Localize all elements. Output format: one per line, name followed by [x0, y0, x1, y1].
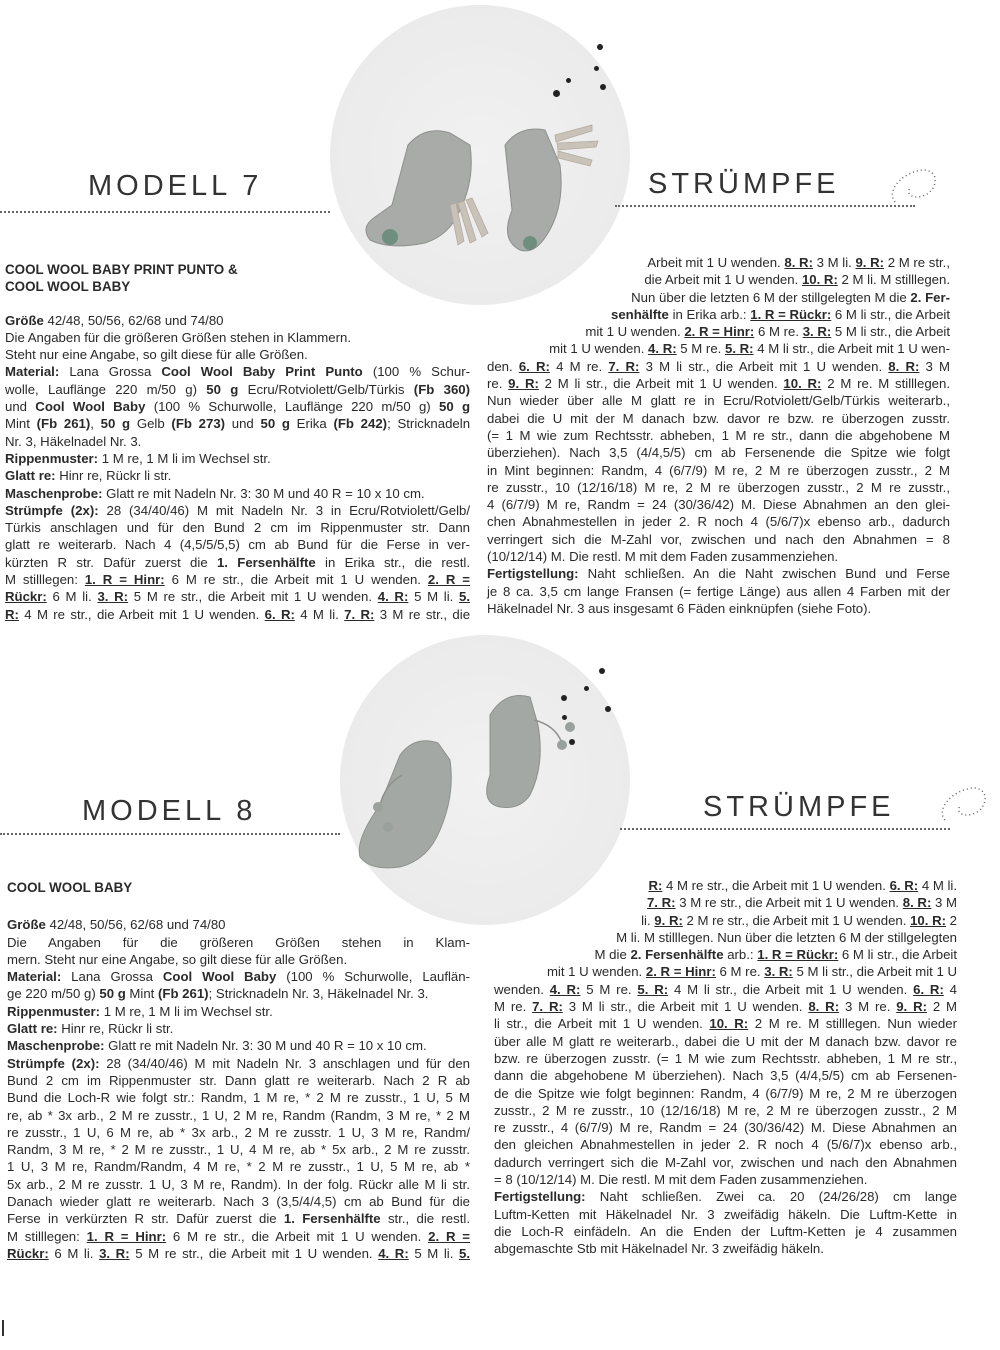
- model-7-title: MODELL 7: [88, 170, 263, 202]
- text-line: (10/12/14) M. Die restl. M mit dem Faden zusammenziehen.: [487, 549, 839, 565]
- text-line: überziehen). Nach 3,5 (4/4,5/5) cm ab Fersenende die Spitze wie folgt: [487, 445, 950, 461]
- model-7-right-text: [487, 254, 950, 617]
- text-line: Ferse in verkürzten R str. Dafür zuerst die 1. Fersenhälfte str., die restl.: [7, 1211, 470, 1227]
- text-line: re. 9. R: 2 M li str., die Arbeit mit 1 U wenden. 10. R: 2 M re. M stilllegen.: [487, 376, 950, 392]
- text-line: Material: Lana Grossa Cool Wool Baby Print Punto (100 % Schur-: [5, 364, 470, 380]
- model-8-right-text: [494, 877, 957, 1258]
- model-8-left-text: [7, 879, 470, 1262]
- instructions-column: [5, 312, 470, 623]
- text-line: Strümpfe (2x): 28 (34/40/46) M mit Nadeln Nr. 3 anschlagen und für den: [7, 1055, 470, 1071]
- decor-dot: [569, 739, 575, 745]
- title-dotted-rule: [0, 833, 340, 835]
- text-line: über alle M glatt re weiterarb., dabei die U mit der M danach bzw. davor re: [494, 1033, 957, 1049]
- dotted-swirl-ornament: [885, 160, 945, 210]
- text-line: je 8 ca. 3,5 cm lange Fransen (= fertige Länge) aus allen 4 Farben mit der: [487, 583, 950, 599]
- text-line: Danach wieder glatt re weiterarb. Nach 3 (3,5/4/4,5) cm ab Bund für die: [7, 1194, 470, 1210]
- text-line: Luftm-Ketten mit Häkelnadel Nr. 3 zweifädig häkeln. Die Luftm-Kette in: [494, 1206, 957, 1222]
- text-line: Strümpfe (2x): 28 (34/40/46) M mit Nadeln Nr. 3 in Ecru/Rotviolett/Gelb/: [5, 502, 471, 518]
- text-line: Glatt re: Hinr re, Rückr li str.: [7, 1021, 174, 1037]
- text-line: mern. Steht nur eine Angabe, so gilt diese für alle Größen.: [7, 951, 348, 967]
- text-line: ge 220 m/50 g) 50 g Mint (Fb 261); Stricknadeln Nr. 3, Häkelnadel Nr. 3.: [7, 986, 429, 1002]
- text-line: abgemaschte Stb mit Häkelnadel Nr. 3 zweifädig häkeln.: [494, 1241, 824, 1257]
- decor-dot: [600, 84, 606, 90]
- text-line: dadurch verringert sich die M-Zahl vor, zwischen und nach den Abnahmen: [494, 1154, 957, 1170]
- text-line: wolle, Lauflänge 220 m/50 g) 50 g Ecru/Rotviolett/Gelb/Türkis (Fb 360): [5, 381, 471, 397]
- text-line: dann die abgehobene M überziehen). Nach 3,5 (4/4,5/5) cm ab Fersenen-: [494, 1068, 957, 1084]
- text-line: die Arbeit mit 1 U wenden. 10. R: 2 M li. M stilllegen.: [644, 272, 950, 288]
- text-line: M li. M stilllegen. Nun über die letzten 6 M der stillgelegten: [616, 929, 957, 945]
- text-line: 5x arb., 2 M re zusstr. 1 U, 3 M re, Randm). In der folg. Rückr alle M li str.: [7, 1176, 470, 1192]
- text-line: Randm, 3 M re, * 2 M re zusstr., 1 U, 4 M re, ab * 5x arb., 2 M re zusstr.: [7, 1142, 470, 1158]
- text-line: = 8 (10/12/14) M. Die restl. M mit dem Faden zusammenziehen.: [494, 1172, 868, 1188]
- decor-dot: [562, 715, 567, 720]
- text-line: Rippenmuster: 1 M re, 1 M li im Wechsel str.: [7, 1003, 273, 1019]
- text-line: chen Abnahmestellen in jeder 2. R noch 4 (5/6/7)x ebenso arb., dadurch: [487, 514, 950, 530]
- model-7-subtitle: STRÜMPFE: [648, 168, 840, 200]
- decor-dot: [605, 706, 611, 712]
- text-line: 7. R: 3 M re str., die Arbeit mit 1 U wenden. 8. R: 3 M: [646, 895, 957, 911]
- dotted-swirl-ornament: [935, 778, 995, 828]
- text-line: Arbeit mit 1 U wenden. 8. R: 3 M li. 9. R: 2 M re str.,: [647, 255, 950, 270]
- text-line: Größe 42/48, 50/56, 62/68 und 74/80: [7, 917, 226, 933]
- decor-dot: [594, 66, 599, 71]
- text-line: Die Angaben für die größeren Größen stehen in Klam-: [7, 934, 470, 950]
- text-line: bzw. re überzogen zusstr. (= 1 M wie zum Rechtsstr. abheben, 1 M re str.,: [494, 1050, 957, 1066]
- text-line: re zusstr., 4 (6/7/9) M re, Randm = 24 (30/36/42) M. Diese Abnahmen an: [494, 1120, 957, 1136]
- model-8-title: MODELL 8: [82, 795, 257, 827]
- text-line: die Loch-R einfädeln. An die Enden der Luftm-Ketten je 4 zusammen: [494, 1223, 957, 1239]
- text-line: Steht nur eine Angabe, so gilt diese für alle Größen.: [5, 347, 308, 363]
- model-7-left-text: [5, 261, 470, 623]
- text-line: wenden. 4. R: 5 M re. 5. R: 4 M li str., die Arbeit mit 1 U wenden. 6. R: 4: [494, 981, 958, 997]
- text-line: (= 1 M wie zum Rechtsstr. abheben, 1 M re str., dann die abgehobene M: [487, 427, 950, 443]
- text-line: Häkelnadel Nr. 3 aus insgesamt 6 Fäden einknüpfen (siehe Foto).: [487, 600, 872, 616]
- text-line: Nr. 3, Häkelnadel Nr. 3.: [5, 433, 142, 449]
- text-line: R: 4 M re str., die Arbeit mit 1 U wenden. 6. R: 4 M li. 7. R: 3 M re str., die: [5, 606, 471, 622]
- text-line: M stilllegen: 1. R = Hinr: 6 M re str., die Arbeit mit 1 U wenden. 2. R =: [5, 572, 470, 588]
- text-line: re zusstr., 1 U, 6 M re, ab * 3x arb., 2 M re zusstr. 1 U, 3 M re, Randm/: [7, 1124, 470, 1140]
- decor-dot: [553, 90, 560, 97]
- text-line: M re. 7. R: 3 M li str., die Arbeit mit 1 U wenden. 8. R: 3 M re. 9. R: 2 M: [494, 999, 958, 1015]
- text-line: glatt re weiterarb. Nach 4 (4,5/5/5,5) cm ab Bund für die Ferse in ver-: [5, 537, 470, 553]
- text-line: 4 (6/7/9) M re, Randm = 24 (30/36/42) M. Diese Abnahmen an den glei-: [487, 497, 950, 513]
- text-line: mit 1 U wenden. 4. R: 5 M re. 5. R: 4 M li str., die Arbeit mit 1 U wen-: [549, 341, 950, 357]
- decor-dot: [597, 44, 603, 50]
- text-line: Fertigstellung: Naht schließen. An die Naht zwischen Bund und Ferse: [487, 566, 950, 582]
- text-line: M stilllegen: 1. R = Hinr: 6 M re str., die Arbeit mit 1 U wenden. 2. R =: [7, 1228, 471, 1244]
- text-line: Glatt re: Hinr re, Rückr li str.: [5, 468, 172, 484]
- yarn-heading: COOL WOOL BABY: [7, 880, 133, 895]
- subtitle-dotted-rule: [620, 828, 950, 830]
- text-line: mit 1 U wenden. 2. R = Hinr: 6 M re. 3. R: 5 M li str., die Arbeit mit 1 U: [546, 964, 957, 980]
- text-line: Bund die Loch-R wie folgt str.: Randm, 1 M re, * 2 M re zusstr., 1 U, 5 M: [7, 1090, 470, 1106]
- instructions-column: [7, 916, 470, 1262]
- decor-dot: [561, 695, 567, 701]
- text-line: li. 9. R: 2 M re str., die Arbeit mit 1 U wenden. 10. R: 2: [641, 912, 957, 928]
- text-line: Maschenprobe: Glatt re mit Nadeln Nr. 3: 30 M und 40 R = 10 x 10 cm.: [5, 485, 425, 501]
- decor-dot: [584, 686, 589, 691]
- text-line: mit 1 U wenden. 2. R = Hinr: 6 M re. 3. R: 5 M li str., die Arbeit: [585, 324, 950, 340]
- title-dotted-rule: [0, 211, 330, 213]
- text-line: den. 6. R: 4 M re. 7. R: 3 M li str., die Arbeit mit 1 U wenden. 8. R: 3 M: [487, 358, 951, 374]
- text-line: R: 4 M re str., die Arbeit mit 1 U wenden. 6. R: 4 M li.: [648, 878, 957, 893]
- text-line: in Mint beginnen: Randm, 4 (6/7/9) M re, 2 M re überzogen zusstr., 2 M: [487, 462, 950, 478]
- text-line: re zusstr., 10 (12/16/18) M re, 2 M re überzogen zusstr., 2 M re zusstr.,: [487, 479, 950, 495]
- text-line: zusstr., 2 M re zusstr., 10 (12/16/18) M re, 2 M re überzogen zusstr., 2 M: [494, 1102, 957, 1118]
- text-line: re, ab * 3x arb., 2 M re zusstr., 1 U, 2 M re, Randm (Randm, 3 M re, * 2 M: [7, 1107, 470, 1123]
- decor-dot: [566, 78, 571, 83]
- text-line: senhälfte in Erika arb.: 1. R = Rückr: 6 M li str., die Arbeit: [611, 306, 950, 322]
- text-line: de die Spitze wie folgt beginnen: Randm, 4 (6/7/9) M re, 2 M re überzogen: [494, 1085, 957, 1101]
- text-line: Größe 42/48, 50/56, 62/68 und 74/80: [5, 312, 224, 328]
- subtitle-dotted-rule: [615, 205, 915, 207]
- yarn-heading: COOL WOOL BABY PRINT PUNTO &: [5, 262, 238, 277]
- text-line: Maschenprobe: Glatt re mit Nadeln Nr. 3: 30 M und 40 R = 10 x 10 cm.: [7, 1038, 427, 1054]
- text-line: Mint (Fb 261), 50 g Gelb (Fb 273) und 50 g Erika (Fb 242); Stricknadeln: [5, 416, 471, 432]
- instructions-column: [494, 877, 957, 1258]
- text-line: dabei die U mit der M danach bzw. davor re bzw. re überzogen zusstr.: [487, 410, 950, 426]
- text-line: Bund 2 cm im Rippenmuster str. Dann glatt re weiterarb. Nach 2 R ab: [7, 1072, 470, 1088]
- text-line: Rückr: 6 M li. 3. R: 5 M re str., die Arbeit mit 1 U wenden. 4. R: 5 M li. 5.: [7, 1245, 471, 1261]
- instructions-column: [487, 254, 950, 617]
- text-line: verringert sich die M-Zahl vor, zwischen und nach den Abnahmen = 8: [487, 531, 950, 547]
- text-line: Türkis anschlagen und für den Bund 2 cm im Rippenmuster str. Dann: [5, 520, 470, 536]
- text-line: Die Angaben für die größeren Größen stehen in Klammern.: [5, 329, 351, 345]
- text-line: Rückr: 6 M li. 3. R: 5 M re str., die Arbeit mit 1 U wenden. 4. R: 5 M li. 5.: [5, 589, 471, 605]
- text-line: kürzten R str. Dafür zuerst die 1. Fersenhälfte in Erika str., die restl.: [5, 554, 470, 570]
- text-line: 1 U, 3 M re, Randm/Randm, 4 M re, * 2 M re zusstr., 1 U, 5 M re, ab *: [7, 1159, 470, 1175]
- text-line: Nun über die letzten 6 M der stillgelegten M die 2. Fer-: [631, 289, 950, 305]
- text-line: Nun wieder über alle M glatt re in Ecru/Rotviolett/Gelb/Türkis weiterarb.,: [487, 393, 950, 409]
- text-line: und Cool Wool Baby (100 % Schurwolle, Lauflänge 220 m/50 g) 50 g: [5, 399, 470, 415]
- text-line: den gleichen Abnahmestellen in jeder 2. R noch 4 (5/6/7)x ebenso arb.,: [494, 1137, 957, 1153]
- text-line: Fertigstellung: Naht schließen. Zwei ca. 20 (24/26/28) cm lange: [494, 1189, 957, 1205]
- page-edge-mark: [2, 1320, 4, 1336]
- text-line: Material: Lana Grossa Cool Wool Baby (100 % Schurwolle, Lauflän-: [7, 969, 470, 985]
- text-line: Rippenmuster: 1 M re, 1 M li im Wechsel str.: [5, 450, 271, 466]
- text-line: li str., die Arbeit mit 1 U wenden. 10. R: 2 M re. M stilllegen. Nun wieder: [494, 1016, 957, 1032]
- text-line: M die 2. Fersenhälfte arb.: 1. R = Rückr: 6 M li str., die Arbeit: [594, 947, 957, 963]
- model-8-subtitle: STRÜMPFE: [703, 791, 895, 823]
- yarn-heading: COOL WOOL BABY: [5, 279, 131, 295]
- decor-dot: [599, 668, 605, 674]
